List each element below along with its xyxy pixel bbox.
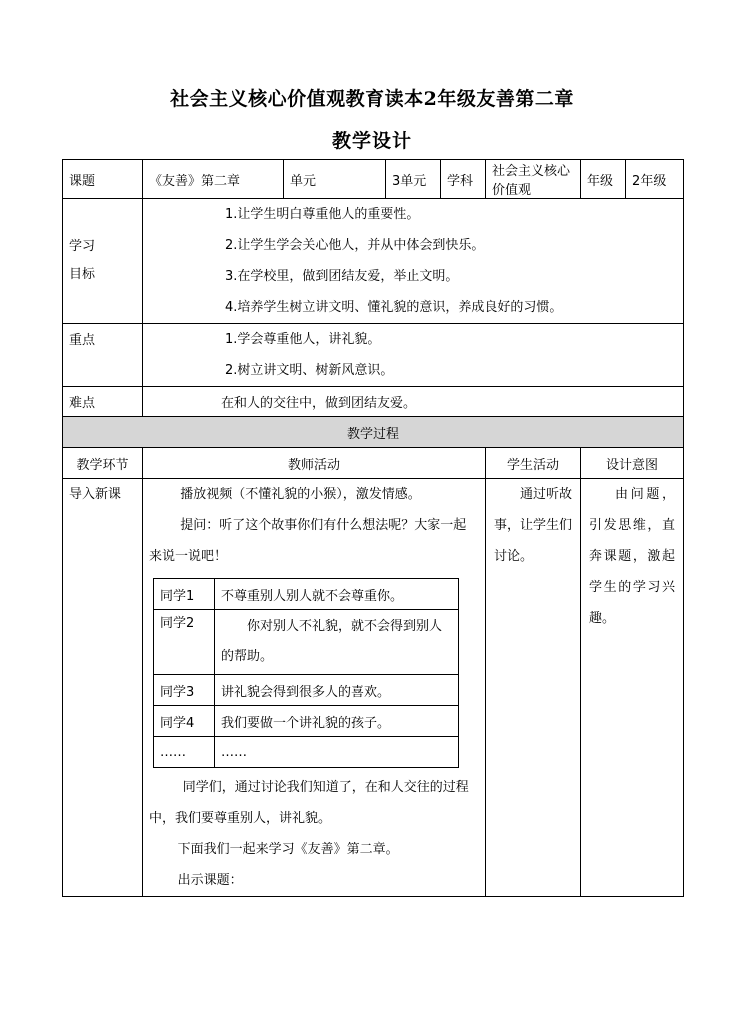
discussion-row <box>154 610 459 675</box>
stage-name: 导入新课 <box>63 479 143 897</box>
discussion-text: …… <box>215 737 459 768</box>
subject-label: 学科 <box>441 160 486 199</box>
key-point-item: 1.学会尊重他人，讲礼貌。 <box>225 332 381 347</box>
discussion-speaker: 同学4 <box>154 706 215 737</box>
process-header-row <box>63 448 684 479</box>
topic-value: 《友善》第二章 <box>143 160 284 199</box>
goal-item: 4.培养学生树立讲文明、懂礼貌的意识，养成良好的习惯。 <box>225 300 563 315</box>
goal-item: 1.让学生明白尊重他人的重要性。 <box>225 207 420 222</box>
discussion-row <box>154 579 459 610</box>
key-points-label: 重点 <box>63 324 143 387</box>
grade-value: 2年级 <box>626 160 684 199</box>
document-subtitle: 教学设计 <box>331 130 412 152</box>
discussion-text: 我们要做一个讲礼貌的孩子。 <box>215 706 459 737</box>
teacher-paragraph: 播放视频（不懂礼貌的小猴），激发情感。 <box>180 487 421 502</box>
difficulty-text: 在和人的交往中，做到团结友爱。 <box>143 387 684 417</box>
grade-label: 年级 <box>581 160 626 199</box>
unit-value: 3单元 <box>386 160 441 199</box>
teacher-paragraph: 下面我们一起来学习《友善》第二章。 <box>177 842 399 857</box>
difficulty-row <box>63 387 684 417</box>
teacher-paragraph: 同学们，通过讨论我们知道了，在和人交往的过程中，我们要尊重别人，讲礼貌。 <box>149 780 469 826</box>
discussion-row <box>154 737 459 768</box>
subject-value: 社会主义核心价值观 <box>486 160 581 199</box>
difficulty-label: 难点 <box>63 387 143 417</box>
key-point-item: 2.树立讲文明、树新风意识。 <box>225 363 394 378</box>
process-content-row <box>63 479 684 897</box>
design-intent-text: 由问题，引发思维，直奔课题，激起学生的学习兴趣。 <box>589 487 676 626</box>
discussion-speaker: …… <box>154 737 215 768</box>
discussion-speaker: 同学2 <box>154 610 215 675</box>
goals-row <box>63 199 684 324</box>
process-section-title: 教学过程 <box>63 417 684 448</box>
discussion-text: 不尊重别人别人就不会尊重你。 <box>215 579 459 610</box>
teacher-paragraph: 提问：听了这个故事你们有什么想法呢？大家一起来说一说吧！ <box>149 518 467 564</box>
discussion-text: 你对别人不礼貌，就不会得到别人的帮助。 <box>221 619 443 664</box>
goal-item: 3.在学校里，做到团结友爱，举止文明。 <box>225 269 459 284</box>
discussion-text: 讲礼貌会得到很多人的喜欢。 <box>215 675 459 706</box>
discussion-row <box>154 706 459 737</box>
teacher-paragraph: 出示课题： <box>177 873 243 888</box>
goals-label-1: 学习 <box>69 239 96 254</box>
goal-item: 2.让学生学会关心他人，并从中体会到快乐。 <box>225 238 485 253</box>
process-section-row <box>63 417 684 448</box>
student-activity-text: 通过听故事，让学生们讨论。 <box>494 487 573 564</box>
key-points-row <box>63 324 684 387</box>
discussion-table <box>153 578 459 768</box>
goals-label-2: 目标 <box>69 267 96 282</box>
col-stage-header: 教学环节 <box>63 448 143 479</box>
info-row <box>63 160 684 199</box>
document-title: 社会主义核心价值观教育读本2年级友善第二章 <box>170 88 574 110</box>
discussion-speaker: 同学3 <box>154 675 215 706</box>
col-teacher-header: 教师活动 <box>143 448 486 479</box>
unit-label: 单元 <box>284 160 386 199</box>
col-student-header: 学生活动 <box>486 448 581 479</box>
discussion-row <box>154 675 459 706</box>
lesson-plan-table <box>62 159 684 897</box>
discussion-speaker: 同学1 <box>154 579 215 610</box>
col-design-header: 设计意图 <box>581 448 684 479</box>
topic-label: 课题 <box>63 160 143 199</box>
